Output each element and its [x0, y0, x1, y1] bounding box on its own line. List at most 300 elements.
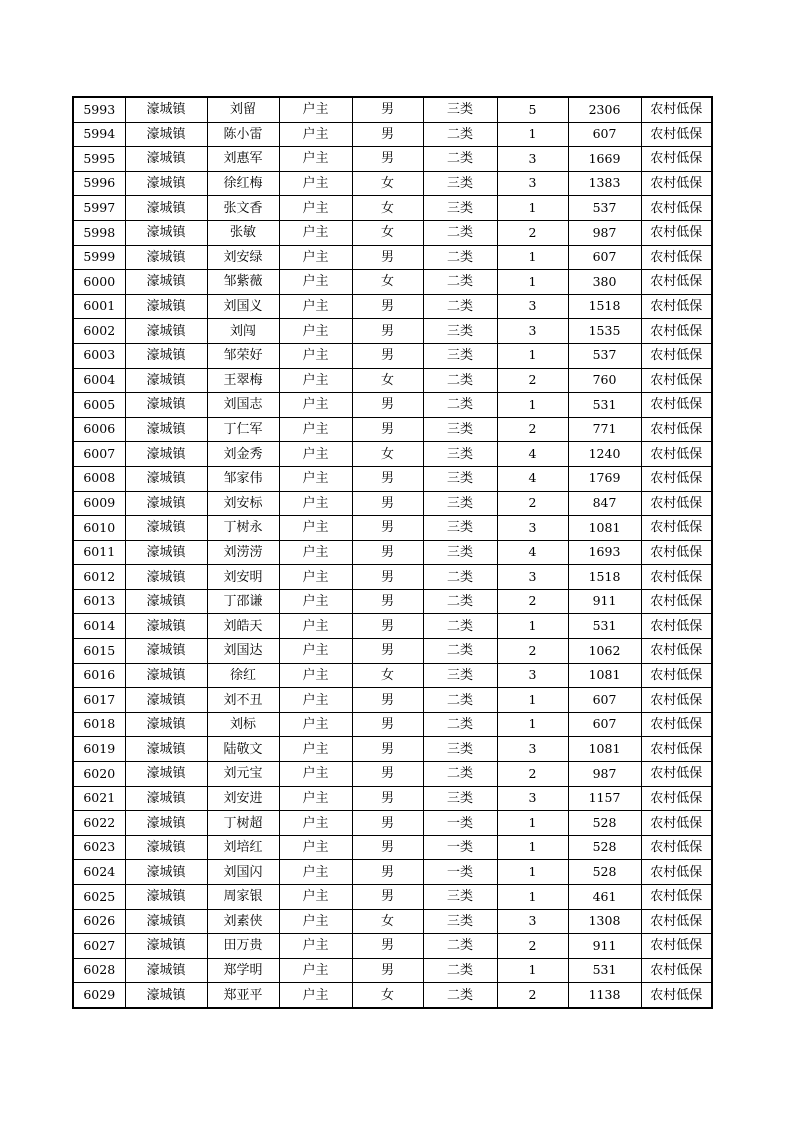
- category-cell: 二类: [423, 762, 497, 787]
- town-cell: 濠城镇: [125, 393, 207, 418]
- relation-cell: 户主: [279, 491, 352, 516]
- relation-cell: 户主: [279, 122, 352, 147]
- name-cell: 田万贵: [207, 934, 279, 959]
- program-cell: 农村低保: [641, 417, 712, 442]
- town-cell: 濠城镇: [125, 712, 207, 737]
- category-cell: 一类: [423, 811, 497, 836]
- name-cell: 刘安绿: [207, 245, 279, 270]
- town-cell: 濠城镇: [125, 516, 207, 541]
- gender-cell: 男: [352, 294, 423, 319]
- category-cell: 二类: [423, 565, 497, 590]
- town-cell: 濠城镇: [125, 589, 207, 614]
- gender-cell: 男: [352, 516, 423, 541]
- category-cell: 二类: [423, 589, 497, 614]
- category-cell: 二类: [423, 712, 497, 737]
- program-cell: 农村低保: [641, 294, 712, 319]
- amount-cell: 528: [568, 835, 641, 860]
- serial-cell: 6020: [73, 762, 125, 787]
- table-row: [73, 220, 712, 245]
- amount-cell: 771: [568, 417, 641, 442]
- relation-cell: 户主: [279, 171, 352, 196]
- category-cell: 三类: [423, 196, 497, 221]
- table-row: [73, 393, 712, 418]
- program-cell: 农村低保: [641, 811, 712, 836]
- table-row: [73, 343, 712, 368]
- table-row: [73, 196, 712, 221]
- category-cell: 二类: [423, 688, 497, 713]
- town-cell: 濠城镇: [125, 294, 207, 319]
- relation-cell: 户主: [279, 688, 352, 713]
- table-row: [73, 983, 712, 1008]
- program-cell: 农村低保: [641, 983, 712, 1008]
- town-cell: 濠城镇: [125, 639, 207, 664]
- table-row: [73, 663, 712, 688]
- category-cell: 三类: [423, 491, 497, 516]
- table-row: [73, 762, 712, 787]
- household-size-cell: 4: [497, 442, 568, 467]
- relation-cell: 户主: [279, 270, 352, 295]
- household-size-cell: 1: [497, 343, 568, 368]
- household-size-cell: 3: [497, 516, 568, 541]
- name-cell: 张文香: [207, 196, 279, 221]
- gender-cell: 男: [352, 737, 423, 762]
- gender-cell: 男: [352, 958, 423, 983]
- household-size-cell: 3: [497, 786, 568, 811]
- amount-cell: 607: [568, 245, 641, 270]
- program-cell: 农村低保: [641, 122, 712, 147]
- household-size-cell: 2: [497, 491, 568, 516]
- household-size-cell: 4: [497, 540, 568, 565]
- serial-cell: 5994: [73, 122, 125, 147]
- program-cell: 农村低保: [641, 762, 712, 787]
- relation-cell: 户主: [279, 589, 352, 614]
- name-cell: 刘国达: [207, 639, 279, 664]
- amount-cell: 1240: [568, 442, 641, 467]
- amount-cell: 987: [568, 762, 641, 787]
- amount-cell: 537: [568, 343, 641, 368]
- amount-cell: 1308: [568, 909, 641, 934]
- program-cell: 农村低保: [641, 909, 712, 934]
- table-row: [73, 540, 712, 565]
- relation-cell: 户主: [279, 466, 352, 491]
- town-cell: 濠城镇: [125, 835, 207, 860]
- amount-cell: 531: [568, 958, 641, 983]
- relation-cell: 户主: [279, 909, 352, 934]
- serial-cell: 6026: [73, 909, 125, 934]
- serial-cell: 5996: [73, 171, 125, 196]
- amount-cell: 1157: [568, 786, 641, 811]
- town-cell: 濠城镇: [125, 909, 207, 934]
- town-cell: 濠城镇: [125, 491, 207, 516]
- program-cell: 农村低保: [641, 934, 712, 959]
- town-cell: 濠城镇: [125, 762, 207, 787]
- gender-cell: 男: [352, 540, 423, 565]
- amount-cell: 1769: [568, 466, 641, 491]
- relation-cell: 户主: [279, 614, 352, 639]
- gender-cell: 男: [352, 835, 423, 860]
- household-size-cell: 1: [497, 393, 568, 418]
- amount-cell: 528: [568, 860, 641, 885]
- serial-cell: 6016: [73, 663, 125, 688]
- program-cell: 农村低保: [641, 97, 712, 122]
- gender-cell: 男: [352, 639, 423, 664]
- gender-cell: 男: [352, 565, 423, 590]
- gender-cell: 女: [352, 220, 423, 245]
- serial-cell: 6022: [73, 811, 125, 836]
- table-row: [73, 909, 712, 934]
- town-cell: 濠城镇: [125, 958, 207, 983]
- name-cell: 刘不丑: [207, 688, 279, 713]
- serial-cell: 6010: [73, 516, 125, 541]
- table-row: [73, 614, 712, 639]
- table-row: [73, 368, 712, 393]
- category-cell: 二类: [423, 245, 497, 270]
- table-row: [73, 934, 712, 959]
- gender-cell: 男: [352, 466, 423, 491]
- name-cell: 陈小雷: [207, 122, 279, 147]
- table-row: [73, 319, 712, 344]
- serial-cell: 6021: [73, 786, 125, 811]
- amount-cell: 760: [568, 368, 641, 393]
- category-cell: 三类: [423, 343, 497, 368]
- gender-cell: 男: [352, 762, 423, 787]
- category-cell: 二类: [423, 294, 497, 319]
- name-cell: 邹家伟: [207, 466, 279, 491]
- town-cell: 濠城镇: [125, 860, 207, 885]
- category-cell: 三类: [423, 885, 497, 910]
- program-cell: 农村低保: [641, 786, 712, 811]
- relation-cell: 户主: [279, 860, 352, 885]
- table-row: [73, 417, 712, 442]
- amount-cell: 380: [568, 270, 641, 295]
- town-cell: 濠城镇: [125, 147, 207, 172]
- relation-cell: 户主: [279, 196, 352, 221]
- program-cell: 农村低保: [641, 712, 712, 737]
- table-row: [73, 245, 712, 270]
- relation-cell: 户主: [279, 786, 352, 811]
- amount-cell: 1383: [568, 171, 641, 196]
- table-row: [73, 811, 712, 836]
- gender-cell: 男: [352, 393, 423, 418]
- gender-cell: 男: [352, 712, 423, 737]
- category-cell: 三类: [423, 466, 497, 491]
- gender-cell: 男: [352, 589, 423, 614]
- town-cell: 濠城镇: [125, 540, 207, 565]
- table-row: [73, 565, 712, 590]
- household-size-cell: 1: [497, 885, 568, 910]
- amount-cell: 607: [568, 712, 641, 737]
- relation-cell: 户主: [279, 811, 352, 836]
- category-cell: 二类: [423, 220, 497, 245]
- amount-cell: 1081: [568, 663, 641, 688]
- town-cell: 濠城镇: [125, 220, 207, 245]
- household-size-cell: 2: [497, 934, 568, 959]
- table-row: [73, 270, 712, 295]
- household-size-cell: 1: [497, 811, 568, 836]
- household-size-cell: 2: [497, 220, 568, 245]
- serial-cell: 6018: [73, 712, 125, 737]
- serial-cell: 5998: [73, 220, 125, 245]
- table-row: [73, 97, 712, 122]
- amount-cell: 607: [568, 122, 641, 147]
- relation-cell: 户主: [279, 540, 352, 565]
- gender-cell: 女: [352, 983, 423, 1008]
- table-row: [73, 786, 712, 811]
- program-cell: 农村低保: [641, 835, 712, 860]
- name-cell: 张敏: [207, 220, 279, 245]
- program-cell: 农村低保: [641, 565, 712, 590]
- gender-cell: 男: [352, 343, 423, 368]
- program-cell: 农村低保: [641, 860, 712, 885]
- name-cell: 陆敬文: [207, 737, 279, 762]
- name-cell: 刘金秀: [207, 442, 279, 467]
- gender-cell: 女: [352, 909, 423, 934]
- program-cell: 农村低保: [641, 368, 712, 393]
- name-cell: 邹荣好: [207, 343, 279, 368]
- category-cell: 三类: [423, 909, 497, 934]
- name-cell: 刘惠军: [207, 147, 279, 172]
- gender-cell: 女: [352, 270, 423, 295]
- category-cell: 三类: [423, 442, 497, 467]
- program-cell: 农村低保: [641, 639, 712, 664]
- relation-cell: 户主: [279, 294, 352, 319]
- category-cell: 三类: [423, 319, 497, 344]
- town-cell: 濠城镇: [125, 97, 207, 122]
- category-cell: 二类: [423, 958, 497, 983]
- household-size-cell: 3: [497, 171, 568, 196]
- relation-cell: 户主: [279, 639, 352, 664]
- amount-cell: 537: [568, 196, 641, 221]
- category-cell: 二类: [423, 934, 497, 959]
- serial-cell: 6024: [73, 860, 125, 885]
- category-cell: 二类: [423, 122, 497, 147]
- program-cell: 农村低保: [641, 466, 712, 491]
- serial-cell: 6025: [73, 885, 125, 910]
- name-cell: 邹紫薇: [207, 270, 279, 295]
- gender-cell: 男: [352, 786, 423, 811]
- amount-cell: 987: [568, 220, 641, 245]
- program-cell: 农村低保: [641, 491, 712, 516]
- household-size-cell: 4: [497, 466, 568, 491]
- serial-cell: 6002: [73, 319, 125, 344]
- name-cell: 徐红: [207, 663, 279, 688]
- serial-cell: 6001: [73, 294, 125, 319]
- town-cell: 濠城镇: [125, 319, 207, 344]
- town-cell: 濠城镇: [125, 983, 207, 1008]
- table-row: [73, 466, 712, 491]
- name-cell: 刘涝涝: [207, 540, 279, 565]
- program-cell: 农村低保: [641, 196, 712, 221]
- name-cell: 刘元宝: [207, 762, 279, 787]
- category-cell: 二类: [423, 983, 497, 1008]
- household-size-cell: 2: [497, 417, 568, 442]
- serial-cell: 6027: [73, 934, 125, 959]
- table-row: [73, 294, 712, 319]
- serial-cell: 6023: [73, 835, 125, 860]
- relief-roster-table: [72, 96, 713, 1009]
- town-cell: 濠城镇: [125, 688, 207, 713]
- household-size-cell: 3: [497, 663, 568, 688]
- name-cell: 刘素侠: [207, 909, 279, 934]
- town-cell: 濠城镇: [125, 786, 207, 811]
- household-size-cell: 1: [497, 245, 568, 270]
- household-size-cell: 1: [497, 835, 568, 860]
- town-cell: 濠城镇: [125, 417, 207, 442]
- category-cell: 二类: [423, 639, 497, 664]
- serial-cell: 5993: [73, 97, 125, 122]
- gender-cell: 男: [352, 122, 423, 147]
- town-cell: 濠城镇: [125, 934, 207, 959]
- amount-cell: 1669: [568, 147, 641, 172]
- table-row: [73, 122, 712, 147]
- program-cell: 农村低保: [641, 220, 712, 245]
- category-cell: 二类: [423, 368, 497, 393]
- household-size-cell: 2: [497, 589, 568, 614]
- category-cell: 三类: [423, 516, 497, 541]
- household-size-cell: 1: [497, 860, 568, 885]
- table-row: [73, 589, 712, 614]
- gender-cell: 男: [352, 860, 423, 885]
- town-cell: 濠城镇: [125, 663, 207, 688]
- program-cell: 农村低保: [641, 737, 712, 762]
- serial-cell: 6007: [73, 442, 125, 467]
- serial-cell: 6008: [73, 466, 125, 491]
- gender-cell: 男: [352, 811, 423, 836]
- program-cell: 农村低保: [641, 885, 712, 910]
- name-cell: 刘标: [207, 712, 279, 737]
- amount-cell: 911: [568, 589, 641, 614]
- name-cell: 周家银: [207, 885, 279, 910]
- name-cell: 刘国闪: [207, 860, 279, 885]
- name-cell: 刘安进: [207, 786, 279, 811]
- household-size-cell: 3: [497, 909, 568, 934]
- household-size-cell: 1: [497, 712, 568, 737]
- household-size-cell: 3: [497, 147, 568, 172]
- town-cell: 濠城镇: [125, 270, 207, 295]
- category-cell: 三类: [423, 97, 497, 122]
- category-cell: 一类: [423, 835, 497, 860]
- amount-cell: 1138: [568, 983, 641, 1008]
- town-cell: 濠城镇: [125, 368, 207, 393]
- gender-cell: 男: [352, 885, 423, 910]
- name-cell: 郑学明: [207, 958, 279, 983]
- town-cell: 濠城镇: [125, 885, 207, 910]
- amount-cell: 1081: [568, 516, 641, 541]
- town-cell: 濠城镇: [125, 811, 207, 836]
- serial-cell: 6015: [73, 639, 125, 664]
- category-cell: 三类: [423, 737, 497, 762]
- category-cell: 三类: [423, 786, 497, 811]
- program-cell: 农村低保: [641, 663, 712, 688]
- name-cell: 刘国义: [207, 294, 279, 319]
- relation-cell: 户主: [279, 220, 352, 245]
- gender-cell: 女: [352, 196, 423, 221]
- category-cell: 一类: [423, 860, 497, 885]
- gender-cell: 男: [352, 319, 423, 344]
- relation-cell: 户主: [279, 835, 352, 860]
- household-size-cell: 2: [497, 368, 568, 393]
- household-size-cell: 3: [497, 565, 568, 590]
- amount-cell: 2306: [568, 97, 641, 122]
- serial-cell: 6004: [73, 368, 125, 393]
- serial-cell: 6019: [73, 737, 125, 762]
- table-row: [73, 516, 712, 541]
- serial-cell: 6029: [73, 983, 125, 1008]
- town-cell: 濠城镇: [125, 737, 207, 762]
- relation-cell: 户主: [279, 516, 352, 541]
- category-cell: 三类: [423, 417, 497, 442]
- table-row: [73, 712, 712, 737]
- name-cell: 丁仁军: [207, 417, 279, 442]
- name-cell: 王翠梅: [207, 368, 279, 393]
- relation-cell: 户主: [279, 565, 352, 590]
- serial-cell: 6028: [73, 958, 125, 983]
- town-cell: 濠城镇: [125, 245, 207, 270]
- amount-cell: 528: [568, 811, 641, 836]
- name-cell: 郑亚平: [207, 983, 279, 1008]
- relation-cell: 户主: [279, 737, 352, 762]
- amount-cell: 1081: [568, 737, 641, 762]
- household-size-cell: 2: [497, 639, 568, 664]
- household-size-cell: 1: [497, 614, 568, 639]
- serial-cell: 6011: [73, 540, 125, 565]
- category-cell: 二类: [423, 614, 497, 639]
- serial-cell: 6012: [73, 565, 125, 590]
- gender-cell: 女: [352, 663, 423, 688]
- name-cell: 丁树超: [207, 811, 279, 836]
- town-cell: 濠城镇: [125, 614, 207, 639]
- table-row: [73, 491, 712, 516]
- town-cell: 濠城镇: [125, 122, 207, 147]
- amount-cell: 1062: [568, 639, 641, 664]
- category-cell: 二类: [423, 393, 497, 418]
- relation-cell: 户主: [279, 97, 352, 122]
- amount-cell: 1518: [568, 565, 641, 590]
- program-cell: 农村低保: [641, 343, 712, 368]
- program-cell: 农村低保: [641, 958, 712, 983]
- relation-cell: 户主: [279, 762, 352, 787]
- table-row: [73, 835, 712, 860]
- gender-cell: 男: [352, 417, 423, 442]
- household-size-cell: 1: [497, 122, 568, 147]
- serial-cell: 6003: [73, 343, 125, 368]
- relation-cell: 户主: [279, 393, 352, 418]
- gender-cell: 女: [352, 442, 423, 467]
- serial-cell: 6006: [73, 417, 125, 442]
- program-cell: 农村低保: [641, 442, 712, 467]
- table-row: [73, 885, 712, 910]
- serial-cell: 5999: [73, 245, 125, 270]
- category-cell: 三类: [423, 663, 497, 688]
- gender-cell: 男: [352, 245, 423, 270]
- program-cell: 农村低保: [641, 171, 712, 196]
- category-cell: 三类: [423, 171, 497, 196]
- amount-cell: 531: [568, 393, 641, 418]
- program-cell: 农村低保: [641, 614, 712, 639]
- household-size-cell: 3: [497, 737, 568, 762]
- relation-cell: 户主: [279, 368, 352, 393]
- household-size-cell: 1: [497, 958, 568, 983]
- relation-cell: 户主: [279, 983, 352, 1008]
- category-cell: 三类: [423, 540, 497, 565]
- amount-cell: 1535: [568, 319, 641, 344]
- serial-cell: 6009: [73, 491, 125, 516]
- relation-cell: 户主: [279, 712, 352, 737]
- table-row: [73, 147, 712, 172]
- relation-cell: 户主: [279, 319, 352, 344]
- relation-cell: 户主: [279, 245, 352, 270]
- relation-cell: 户主: [279, 663, 352, 688]
